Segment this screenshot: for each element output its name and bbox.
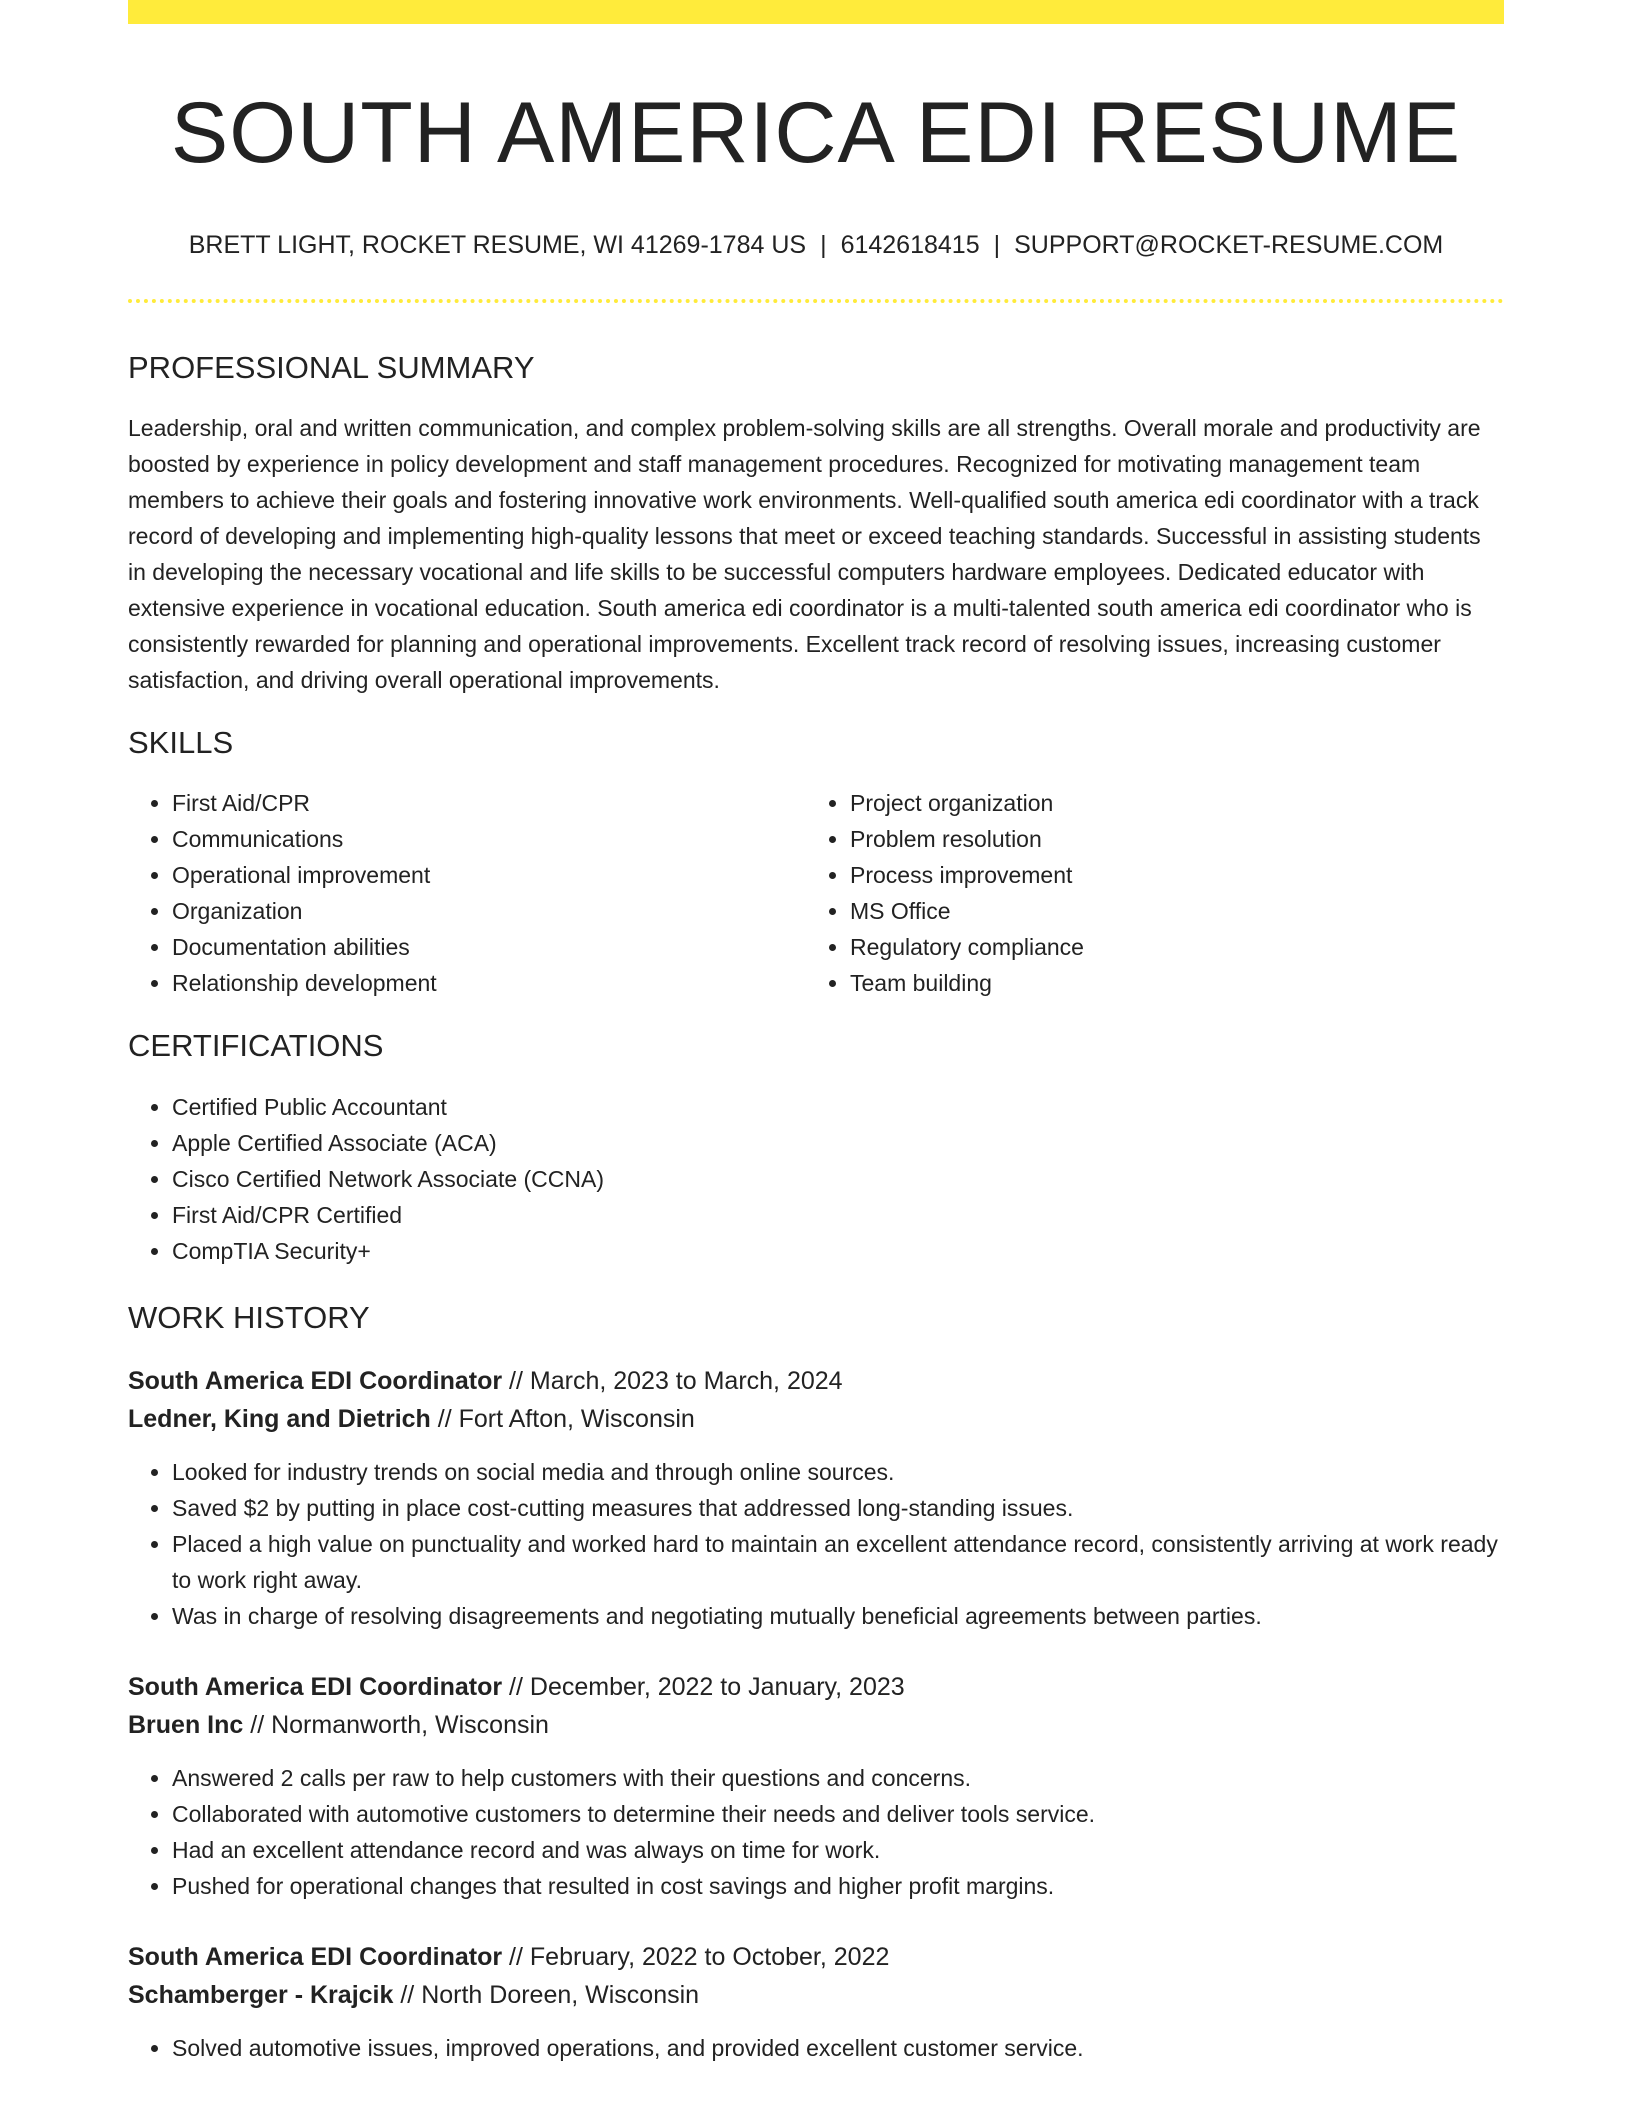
contact-address: BRETT LIGHT, ROCKET RESUME, WI 41269-1784 US [188, 230, 807, 259]
job-bullet: • Looked for industry trends on social media and through online sources. [172, 1454, 1504, 1490]
job-bullet: • Pushed for operational changes that resulted in cost savings and higher profit margins. [172, 1868, 1504, 1904]
job-company-line [128, 1976, 1504, 2014]
job-dates: // December, 2022 to January, 2023 [502, 1672, 905, 1701]
job-location: // Fort Afton, Wisconsin [430, 1404, 695, 1433]
skill-item: • Relationship development [172, 965, 806, 1001]
contact-phone[interactable]: 6142618415 [840, 230, 980, 259]
job-bullet: • Solved automotive issues, improved operations, and provided excellent customer service. [172, 2030, 1504, 2066]
certification-item: • First Aid/CPR Certified [172, 1197, 1504, 1233]
skill-item: • First Aid/CPR [172, 785, 806, 821]
job-bullet: • Had an excellent attendance record and was always on time for work. [172, 1832, 1504, 1868]
job-entry [128, 1362, 1504, 1634]
skill-item: • Communications [172, 821, 806, 857]
summary-text: Leadership, oral and written communication, and complex problem-solving skills are all strengths. Overall morale and productivity are boosted by experience in policy development and staff management procedures. Recognized for motivating management team members to achieve their goals and fostering innovative work environments. Well-qualified south america edi coordinator with a track record of developing and implementing high-quality lessons that meet or exceed teaching standards. Successful in assisting students in developing the necessary vocational and life skills to be successful computers hardware employees. Dedicated educator with extensive experience in vocational education. South america edi coordinator is a multi-talented south america edi coordinator who is consistently rewarded for planning and operational improvements. Excellent track record of resolving issues, increasing customer satisfaction, and driving overall operational improvements. [128, 415, 1481, 694]
job-bullet: • Answered 2 calls per raw to help customers with their questions and concerns. [172, 1760, 1504, 1796]
summary-heading: PROFESSIONAL SUMMARY [128, 350, 535, 386]
job-title-line [128, 1938, 1504, 1976]
job-company: Schamberger - Krajcik [128, 1980, 394, 2009]
certification-item: • Apple Certified Associate (ACA) [172, 1125, 1504, 1161]
skill-item: • Documentation abilities [172, 929, 806, 965]
job-bullet: • Saved $2 by putting in place cost-cutting measures that addressed long-standing issues. [172, 1490, 1504, 1526]
skills-heading: SKILLS [128, 725, 234, 761]
job-dates: // March, 2023 to March, 2024 [502, 1366, 843, 1395]
job-title: South America EDI Coordinator [128, 1366, 503, 1395]
job-company: Bruen Inc [128, 1710, 244, 1739]
certification-item: • Cisco Certified Network Associate (CCNA) [172, 1161, 1504, 1197]
resume-title: SOUTH AMERICA EDI RESUME [170, 85, 1462, 181]
job-company-line [128, 1400, 1504, 1438]
job-title-line [128, 1362, 1504, 1400]
skill-item: • Problem resolution [850, 821, 1484, 857]
job-entry [128, 1938, 1504, 2066]
resume-page [128, 0, 1504, 2066]
job-dates: // February, 2022 to October, 2022 [502, 1942, 890, 1971]
accent-top-bar [128, 0, 1504, 24]
job-company: Ledner, King and Dietrich [128, 1404, 431, 1433]
skills-list-right [806, 785, 1484, 1001]
job-company-line [128, 1706, 1504, 1744]
skill-item: • Operational improvement [172, 857, 806, 893]
job-location: // Normanworth, Wisconsin [243, 1710, 549, 1739]
contact-email[interactable]: SUPPORT@ROCKET-RESUME.COM [1014, 230, 1444, 259]
contact-line [128, 229, 1504, 262]
job-bullet: • Placed a high value on punctuality and worked hard to maintain an excellent attendance record, consistently arriving at work ready to work right away. [172, 1526, 1504, 1598]
dotted-divider [128, 299, 1504, 303]
certification-item: • Certified Public Accountant [172, 1089, 1504, 1125]
job-bullets [128, 1454, 1504, 1634]
certification-item: • CompTIA Security+ [172, 1233, 1504, 1269]
skill-item: • Process improvement [850, 857, 1484, 893]
skill-item: • Organization [172, 893, 806, 929]
skills-list-left [128, 785, 806, 1001]
job-title: South America EDI Coordinator [128, 1672, 503, 1701]
skill-item: • Project organization [850, 785, 1484, 821]
job-entry [128, 1668, 1504, 1904]
job-title: South America EDI Coordinator [128, 1942, 503, 1971]
job-bullet: • Was in charge of resolving disagreements and negotiating mutually beneficial agreements between parties. [172, 1598, 1504, 1634]
skill-item: • Regulatory compliance [850, 929, 1484, 965]
contact-separator: | [820, 230, 827, 259]
skill-item: • MS Office [850, 893, 1484, 929]
job-bullets [128, 2030, 1504, 2066]
work-history-heading: WORK HISTORY [128, 1299, 370, 1335]
certifications-list [128, 1089, 1504, 1269]
job-bullets [128, 1760, 1504, 1904]
job-bullet: • Collaborated with automotive customers to determine their needs and deliver tools service. [172, 1796, 1504, 1832]
contact-separator: | [993, 230, 1001, 259]
certifications-heading: CERTIFICATIONS [128, 1028, 384, 1064]
skill-item: • Team building [850, 965, 1484, 1001]
job-title-line [128, 1668, 1504, 1706]
job-location: // North Doreen, Wisconsin [393, 1980, 700, 2009]
skills-grid [128, 761, 1504, 1001]
